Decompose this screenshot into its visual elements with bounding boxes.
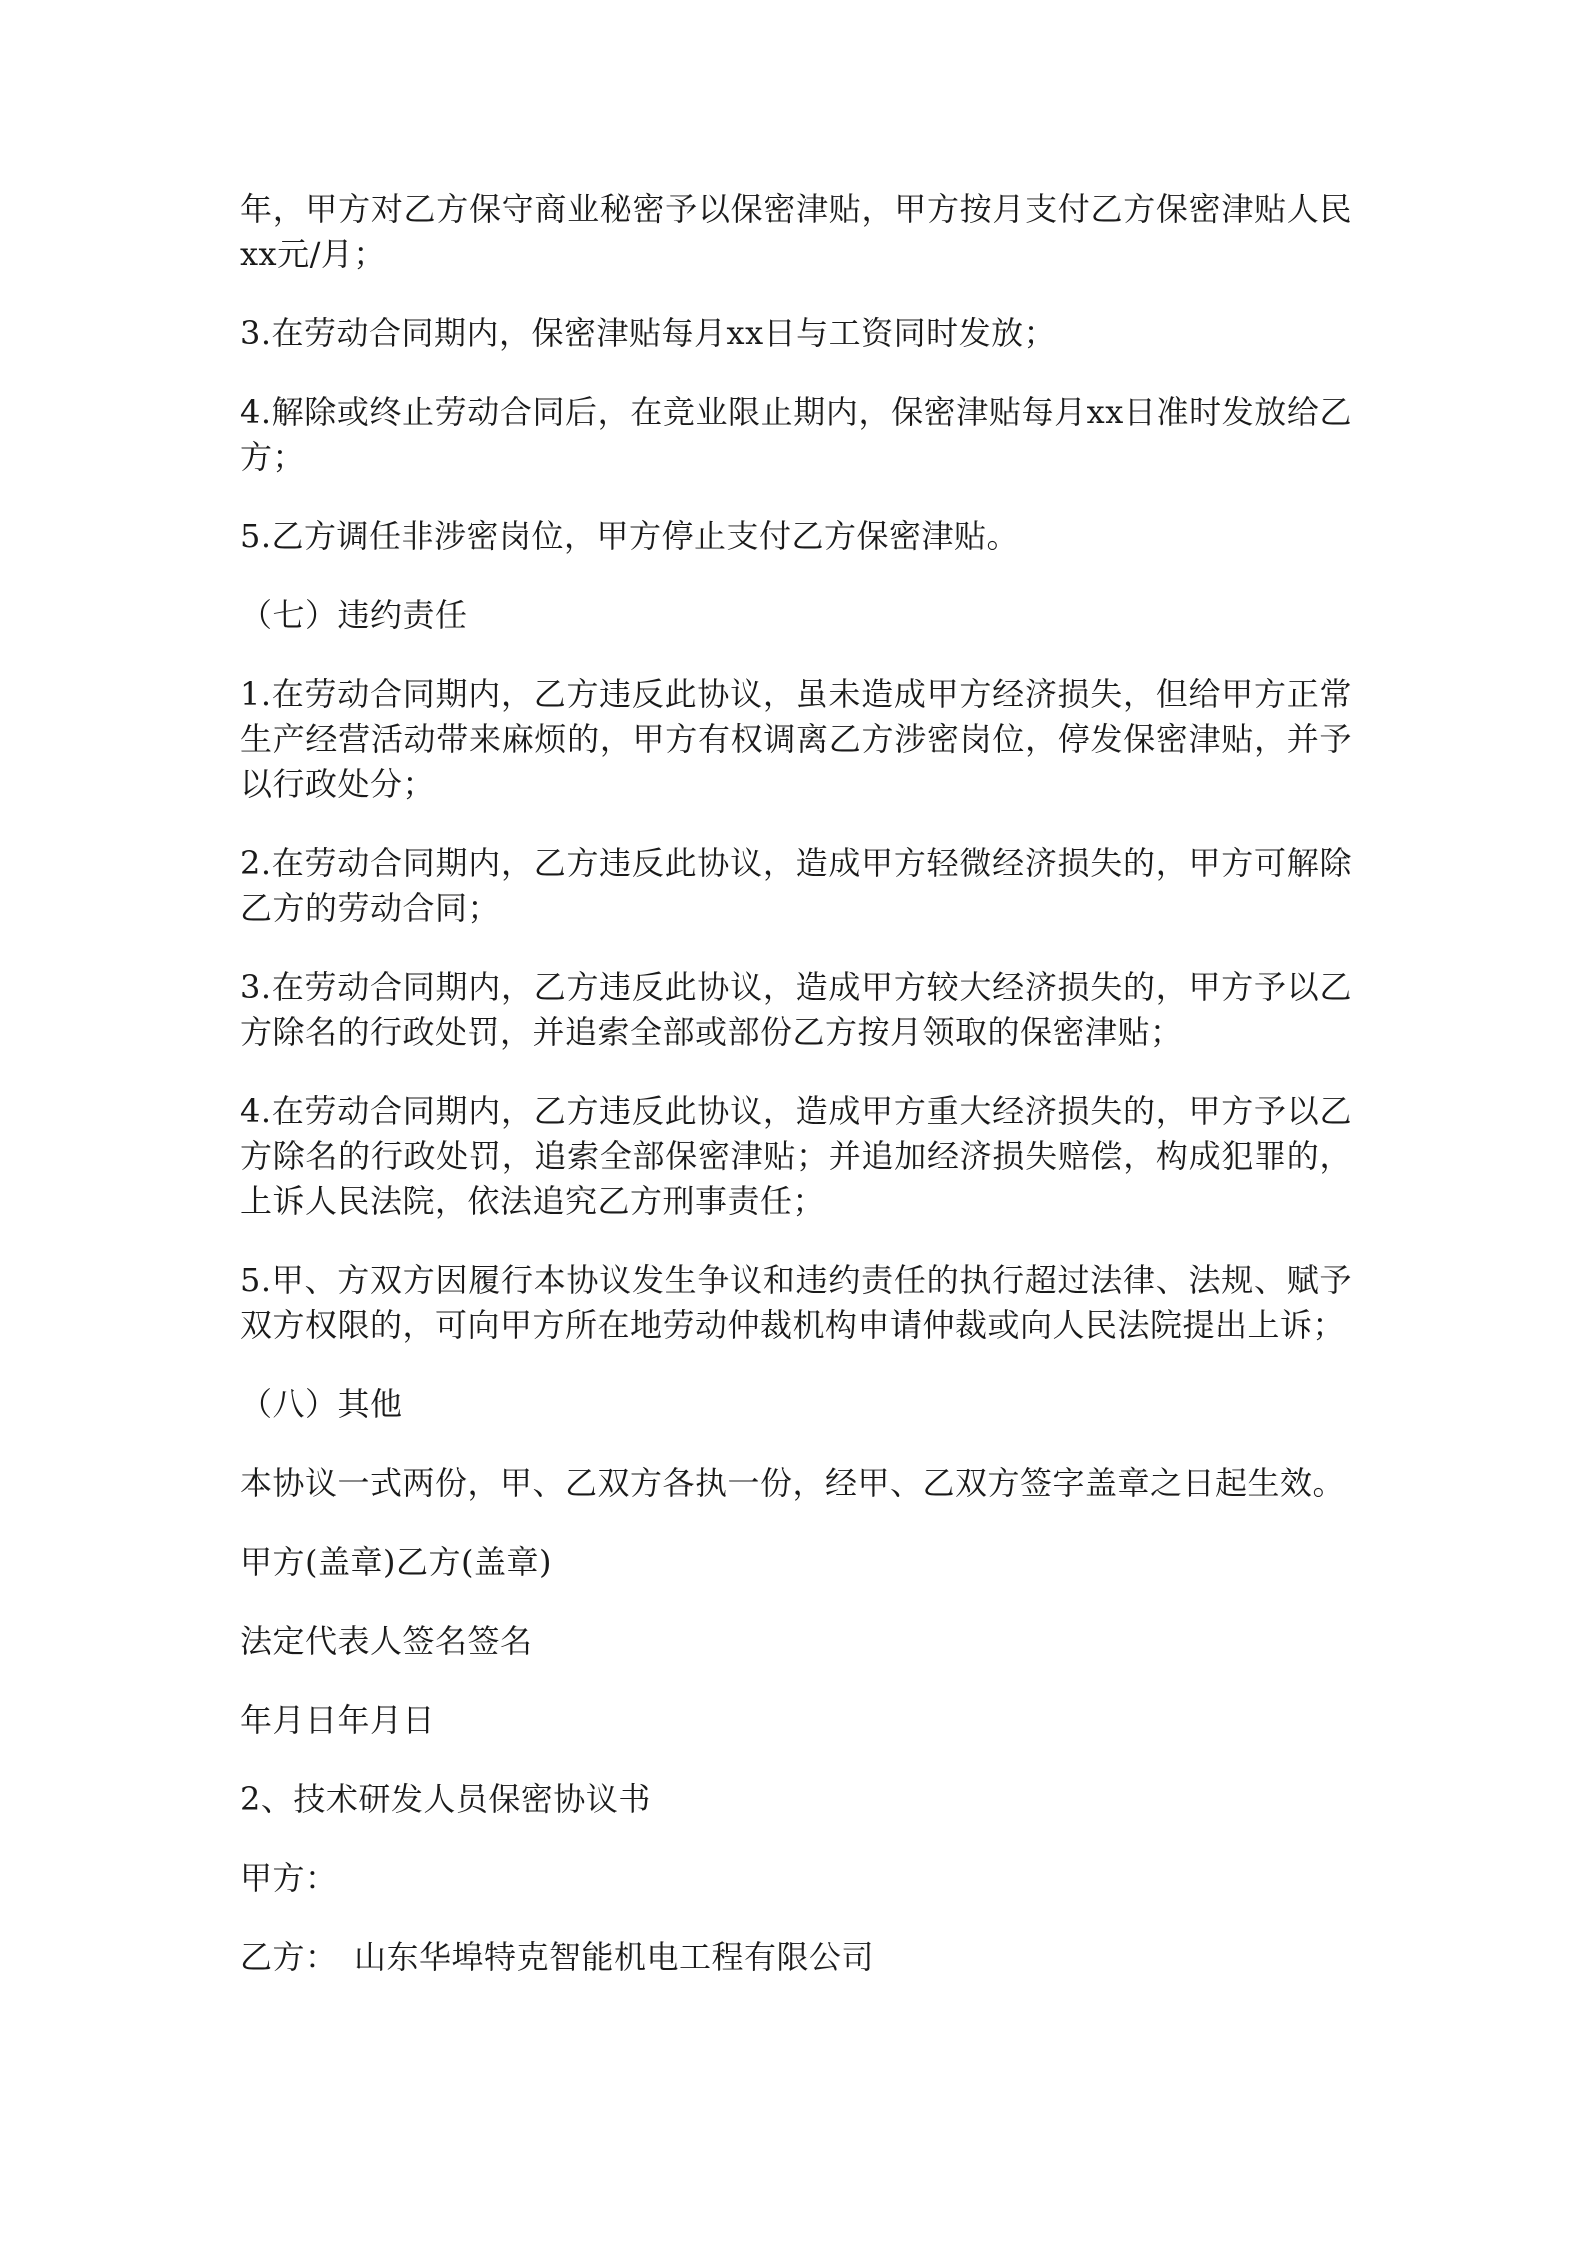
section-heading-other: （八）其他 bbox=[240, 1385, 403, 1423]
signature-date-line: 年月日年月日 bbox=[240, 1701, 436, 1739]
signature-representative-line: 法定代表人签名签名 bbox=[240, 1622, 533, 1660]
paragraph-clause-3-payment-day: 3.在劳动合同期内，保密津贴每月xx日与工资同时发放； bbox=[240, 314, 1057, 352]
paragraph-liability-3: 3.在劳动合同期内，乙方违反此协议，造成甲方较大经济损失的，甲方予以乙方除名的行政处罚，并追索全部或部份乙方按月领取的保密津贴； bbox=[240, 968, 1352, 1051]
party-a-line: 甲方： bbox=[240, 1859, 338, 1897]
paragraph-effective-clause: 本协议一式两份，甲、乙双方各执一份，经甲、乙双方签字盖章之日起生效。 bbox=[240, 1464, 1346, 1502]
document-body bbox=[240, 187, 1352, 2014]
paragraph-clause-5-transfer: 5.乙方调任非涉密岗位，甲方停止支付乙方保密津贴。 bbox=[240, 517, 1020, 555]
paragraph-clause-4-after-termination: 4.解除或终止劳动合同后，在竞业限止期内，保密津贴每月xx日准时发放给乙方； bbox=[240, 393, 1352, 476]
signature-seal-line: 甲方(盖章)乙方(盖章) bbox=[240, 1543, 552, 1581]
paragraph-subsidy-amount: 年，甲方对乙方保守商业秘密予以保密津贴，甲方按月支付乙方保密津贴人民xx元/月； bbox=[240, 190, 1352, 273]
paragraph-liability-1: 1.在劳动合同期内，乙方违反此协议，虽未造成甲方经济损失，但给甲方正常生产经营活动带来麻烦的，甲方有权调离乙方涉密岗位，停发保密津贴，并予以行政处分； bbox=[240, 675, 1352, 803]
paragraph-liability-2: 2.在劳动合同期内，乙方违反此协议，造成甲方轻微经济损失的，甲方可解除乙方的劳动合同； bbox=[240, 844, 1352, 927]
section-heading-liability: （七）违约责任 bbox=[240, 596, 468, 634]
party-b-line: 乙方： 山东华埠特克智能机电工程有限公司 bbox=[240, 1938, 875, 1976]
agreement-title-rd: 2、技术研发人员保密协议书 bbox=[240, 1780, 651, 1818]
paragraph-liability-5: 5.甲、方双方因履行本协议发生争议和违约责任的执行超过法律、法规、赋予双方权限的，可向甲方所在地劳动仲裁机构申请仲裁或向人民法院提出上诉； bbox=[240, 1261, 1352, 1344]
paragraph-liability-4: 4.在劳动合同期内，乙方违反此协议，造成甲方重大经济损失的，甲方予以乙方除名的行政处罚，追索全部保密津贴；并追加经济损失赔偿，构成犯罪的，上诉人民法院，依法追究乙方刑事责任； bbox=[240, 1092, 1352, 1220]
